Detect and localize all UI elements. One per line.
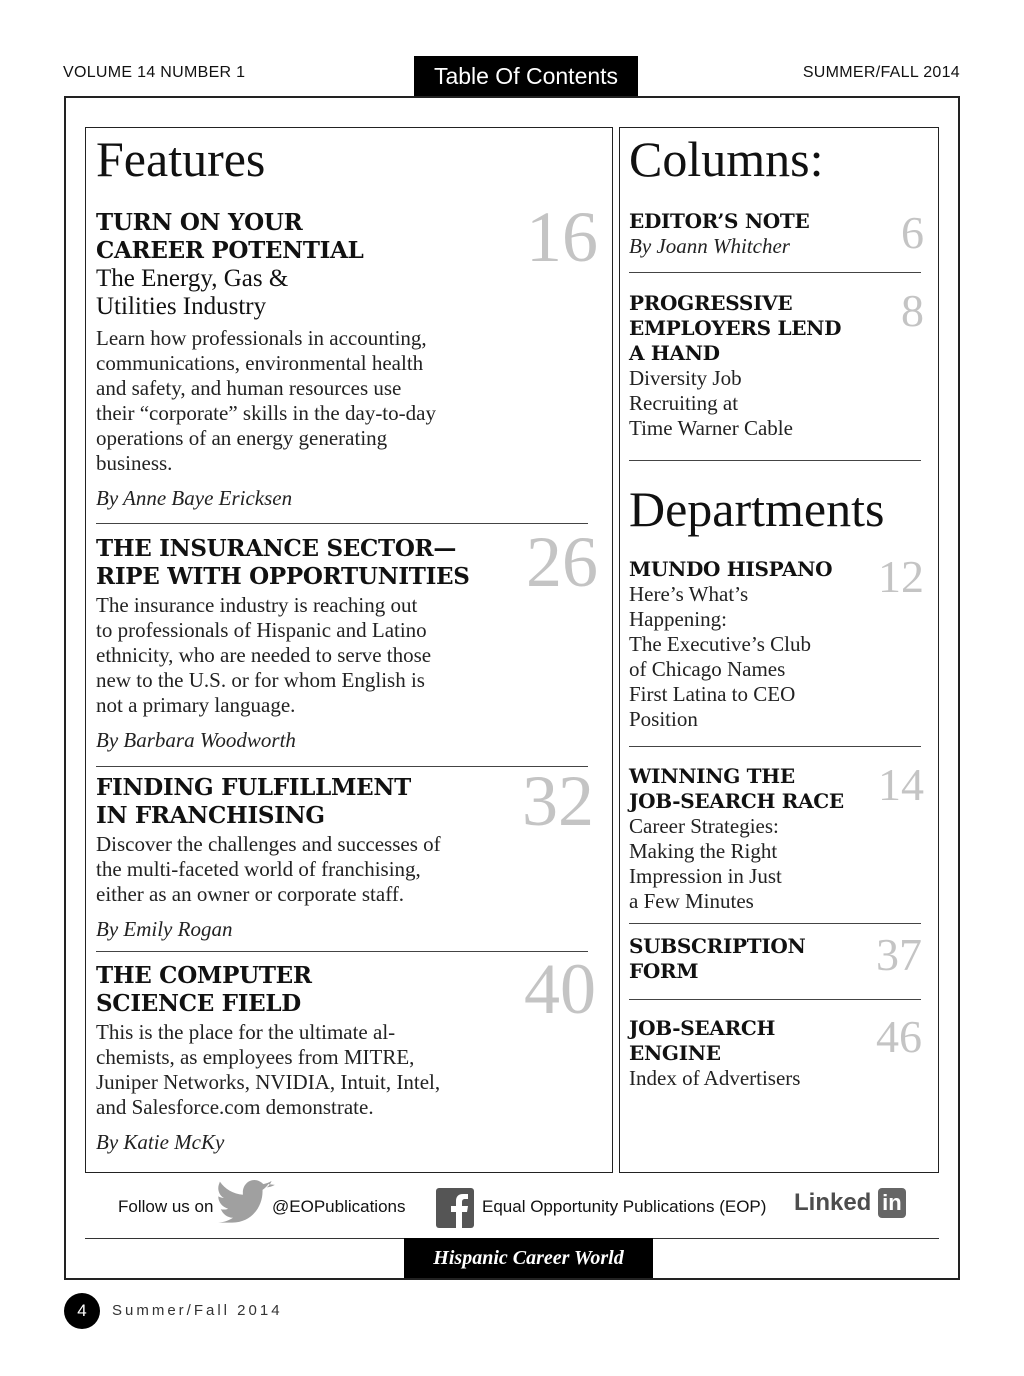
- article-description: The insurance industry is reaching out to professionals of Hispanic and Latino ethnicity, who are needed to serve those new to the U.S. or for whom English is not a primary language.: [96, 593, 432, 717]
- page-number: 8: [901, 285, 924, 336]
- social-links-row: [64, 1180, 960, 1236]
- department-item-subscription-form[interactable]: [629, 934, 869, 984]
- divider: [629, 999, 921, 1000]
- department-item-job-search-engine[interactable]: [629, 1016, 869, 1091]
- article-author: By Emily Rogan: [96, 917, 233, 941]
- facebook-page-name[interactable]: Equal Opportunity Publications (EOP): [482, 1197, 767, 1216]
- department-title: MUNDO HISPANO: [629, 557, 833, 581]
- department-title: SUBSCRIPTION FORM: [629, 934, 806, 983]
- article-author: By Katie McKy: [96, 1130, 225, 1154]
- column-description: Diversity Job Recruiting at Time Warner Cable: [629, 366, 793, 440]
- department-description: Here’s What’s Happening: The Executive’s Club of Chicago Names First Latina to CEO Position: [629, 582, 811, 731]
- feature-article-1[interactable]: [96, 209, 476, 511]
- column-author: By Joann Whitcher: [629, 234, 790, 258]
- issue-season: SUMMER/FALL 2014: [802, 64, 960, 81]
- department-title: JOB-SEARCH ENGINE: [629, 1016, 776, 1065]
- magazine-title-tab: Hispanic Career World: [404, 1238, 653, 1278]
- department-description: Index of Advertisers: [629, 1066, 801, 1090]
- divider: [629, 272, 921, 273]
- article-title: FINDING FULFILLMENT IN FRANCHISING: [96, 774, 411, 829]
- twitter-handle[interactable]: @EOPublications: [272, 1197, 406, 1216]
- twitter-bird-icon[interactable]: [214, 1180, 278, 1232]
- divider: [629, 460, 921, 461]
- article-title: THE COMPUTER SCIENCE FIELD: [96, 962, 312, 1017]
- department-item-mundo-hispano[interactable]: [629, 557, 869, 732]
- department-title: WINNING THE JOB-SEARCH RACE: [629, 764, 844, 813]
- page-header: [0, 0, 1024, 100]
- facebook-icon[interactable]: [436, 1188, 474, 1228]
- linkedin-logo[interactable]: [794, 1188, 906, 1222]
- feature-article-2[interactable]: [96, 535, 476, 753]
- article-description: Discover the challenges and successes of the multi-faceted world of franchising, either as an owner or corporate staff.: [96, 832, 441, 906]
- divider: [629, 923, 921, 924]
- page-number: 40: [524, 949, 596, 1029]
- follow-label: Follow us on: [118, 1197, 214, 1216]
- page-number: 14: [878, 759, 924, 810]
- article-description: This is the place for the ultimate al- chemists, as employees from MITRE, Juniper Networks, NVIDIA, Intuit, Intel, and Salesforce.com demonstrate.: [96, 1020, 441, 1119]
- linkedin-word: Linked: [794, 1189, 872, 1216]
- article-title: THE INSURANCE SECTOR— RIPE WITH OPPORTUNITIES: [96, 535, 470, 590]
- article-description: Learn how professionals in accounting, communications, environmental health and safety, and human resources use their “corporate” skills in the day-to-day operations of an energy generating business.: [96, 326, 436, 475]
- page-number: 6: [901, 207, 924, 258]
- page-number: 16: [526, 197, 598, 277]
- department-item-job-search-race[interactable]: [629, 764, 869, 914]
- page-number: 46: [876, 1011, 922, 1062]
- column-title: EDITOR’S NOTE: [629, 209, 810, 233]
- department-description: Career Strategies: Making the Right Impression in Just a Few Minutes: [629, 814, 782, 913]
- table-of-contents-tab: Table Of Contents: [414, 56, 638, 97]
- departments-heading: Departments: [629, 481, 885, 537]
- column-item-editors-note[interactable]: [629, 209, 869, 259]
- page-number: 32: [522, 761, 594, 841]
- linkedin-badge: in: [878, 1188, 906, 1218]
- article-title: TURN ON YOUR CAREER POTENTIAL: [96, 209, 364, 264]
- page-number: 12: [878, 551, 924, 602]
- column-title: PROGRESSIVE EMPLOYERS LEND A HAND: [629, 291, 842, 365]
- divider: [629, 746, 921, 747]
- page-number: 26: [526, 522, 598, 602]
- article-author: By Barbara Woodworth: [96, 728, 296, 752]
- page-number-badge: 4: [64, 1293, 100, 1329]
- columns-heading: Columns:: [629, 131, 824, 187]
- article-author: By Anne Baye Ericksen: [96, 486, 293, 510]
- features-heading: Features: [96, 131, 266, 187]
- article-subtitle: The Energy, Gas & Utilities Industry: [96, 265, 289, 320]
- page-number: 37: [876, 929, 922, 980]
- feature-article-4[interactable]: [96, 962, 476, 1155]
- column-item-progressive-employers[interactable]: [629, 291, 869, 441]
- feature-article-3[interactable]: [96, 774, 476, 942]
- volume-label: VOLUME 14 NUMBER 1: [63, 64, 246, 81]
- footer-season: Summer/Fall 2014: [112, 1302, 283, 1319]
